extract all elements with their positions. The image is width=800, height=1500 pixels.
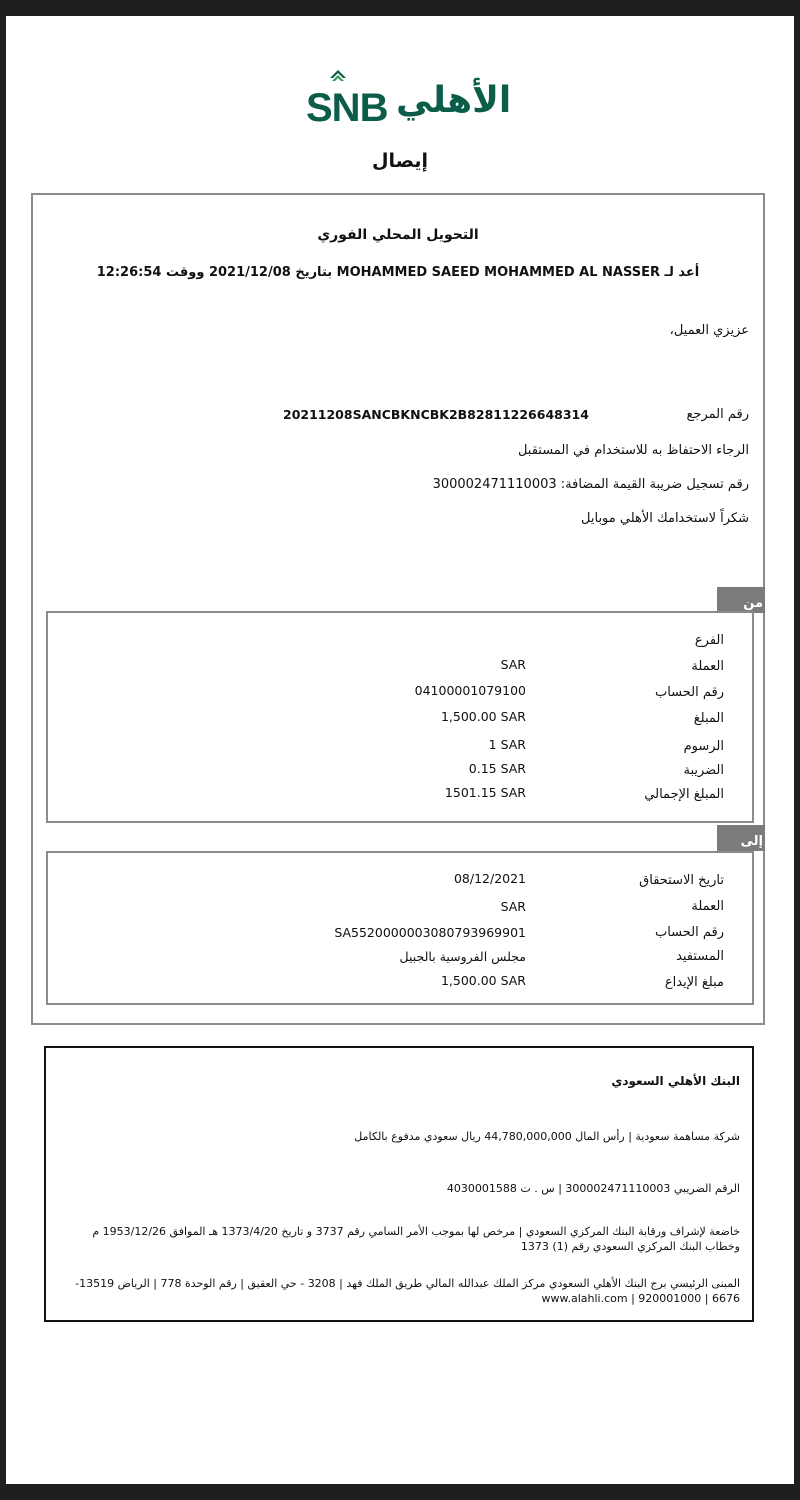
thanks-line: شكراً لاستخدامك الأهلي موبايل — [581, 511, 749, 526]
snb-logo — [306, 64, 512, 144]
logo-chevron-icon — [330, 70, 346, 84]
from-section-box — [46, 611, 754, 823]
from-section-tab: من — [717, 587, 765, 613]
from-row-value: 04100001079100 — [414, 683, 526, 698]
logo-text-en: SNB — [306, 86, 388, 130]
vat-line: رقم تسجيل ضريبة القيمة المضافة: 300002471110003 — [432, 477, 749, 492]
footer-tax-line: الرقم الضريبي 300002471110003 | س . ت 4030001588 — [446, 1182, 740, 1195]
from-row-label: الرسوم — [683, 739, 724, 754]
to-row-label: المستفيد — [676, 949, 724, 964]
to-section-box — [46, 851, 754, 1005]
from-row-value: 1,500.00 SAR — [440, 709, 526, 724]
to-row-value: مجلس الفروسية بالجبيل — [399, 949, 526, 964]
from-row-value: 0.15 SAR — [468, 761, 526, 776]
receipt-title: إيصال — [372, 150, 428, 172]
prepared-for-line: أعد لـ MOHAMMED SAEED MOHAMMED AL NASSER بتاريخ 2021/12/08 ووقت 12:26:54 — [96, 265, 700, 280]
keep-note: الرجاء الاحتفاظ به للاستخدام في المستقبل — [517, 443, 749, 458]
to-section-tab: إلى — [717, 825, 765, 851]
to-row-label: مبلغ الإيداع — [664, 975, 724, 990]
from-row-label: المبلغ الإجمالي — [644, 787, 724, 802]
reference-label: رقم المرجع — [686, 407, 749, 422]
from-row-label: المبلغ — [693, 711, 724, 726]
bank-footer — [44, 1046, 754, 1322]
footer-regulation-line: خاضعة لإشراف ورقابة البنك المركزي السعودي | مرخص لها بموجب الأمر السامي رقم 3737 و تاريخ 1373/4/20 هـ الموافق 1953/12/26 م وخطاب البنك المركزي السعودي رقم (1) 1373 — [92, 1225, 740, 1253]
footer-address-line: المبنى الرئيسي برج البنك الأهلي السعودي مركز الملك عبدالله المالي طريق الملك فهد | 3208 - حي العقيق | رقم الوحدة 778 | الرياض 13519-6676 | www.alahli.com | 920001000 — [75, 1277, 740, 1305]
transfer-details-box — [31, 193, 765, 1025]
from-row-value: 1 SAR — [488, 737, 526, 752]
reference-value: 20211208SANCBKNCBK2B82811226648314 — [283, 407, 589, 422]
to-row-label: العملة — [691, 899, 724, 914]
to-row-value: SA5520000003080793969901 — [334, 925, 526, 940]
to-row-value: SAR — [500, 899, 526, 914]
from-row-label: رقم الحساب — [654, 685, 724, 700]
receipt-page — [6, 16, 794, 1484]
footer-bank-name: البنك الأهلي السعودي — [611, 1074, 740, 1088]
to-row-value: 08/12/2021 — [453, 871, 526, 886]
logo-text-ar: الأهلي — [396, 80, 512, 121]
from-row-label: الضريبة — [683, 763, 724, 778]
from-row-value: 1501.15 SAR — [444, 785, 526, 800]
to-row-value: 1,500.00 SAR — [440, 973, 526, 988]
from-row-label: الفرع — [694, 633, 724, 648]
transfer-title: التحويل المحلي الفوري — [317, 227, 479, 243]
from-row-value: SAR — [500, 657, 526, 672]
footer-capital-line: شركة مساهمة سعودية | رأس المال 44,780,000,000 ريال سعودي مدفوع بالكامل — [354, 1130, 740, 1143]
from-row-label: العملة — [691, 659, 724, 674]
to-row-label: رقم الحساب — [654, 925, 724, 940]
to-row-label: تاريخ الاستحقاق — [639, 873, 724, 888]
greeting: عزيزي العميل، — [669, 323, 749, 338]
